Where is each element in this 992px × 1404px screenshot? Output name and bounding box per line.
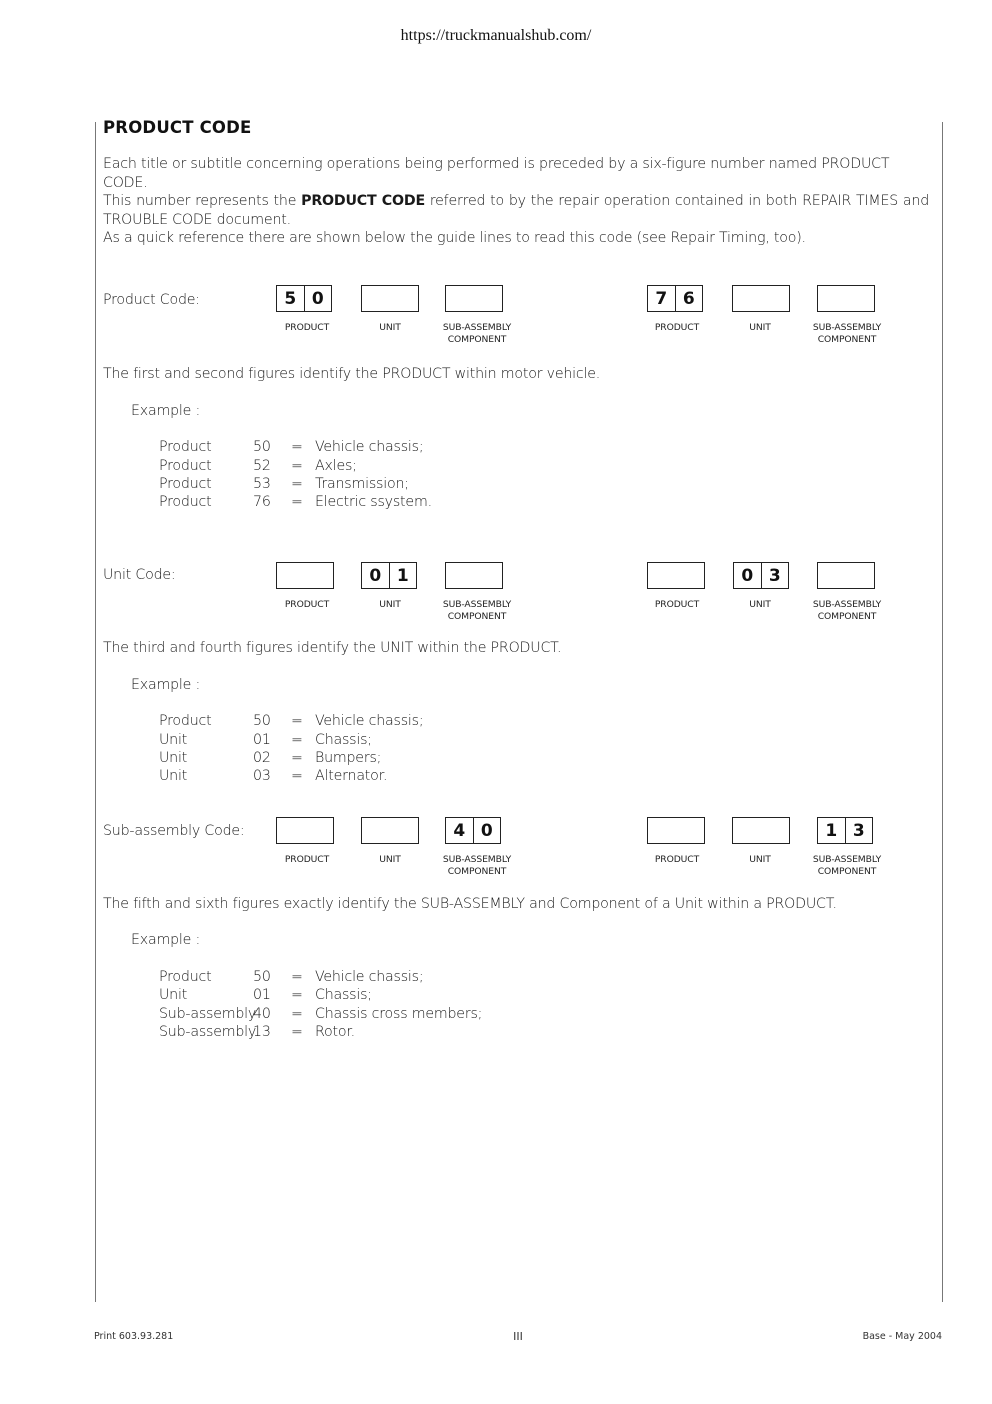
example-desc: Vehicle chassis; <box>315 713 424 729</box>
example-desc: Vehicle chassis; <box>315 969 424 985</box>
page-title: PRODUCT CODE <box>103 118 252 137</box>
example-desc: Alternator. <box>315 768 388 784</box>
section-description: The third and fourth figures identify the UNIT within the PRODUCT. <box>103 640 562 656</box>
code-box-subassembly <box>445 817 501 844</box>
example-type: Product <box>159 969 212 985</box>
example-equals: = <box>291 439 303 455</box>
footer-edition: Base - May 2004 <box>862 1331 942 1342</box>
box-label-product: PRODUCT <box>284 322 330 333</box>
example-code: 40 <box>253 1006 271 1022</box>
code-box-unit <box>361 817 419 844</box>
box-label-line: COMPONENT <box>447 610 507 622</box>
box-label-subassembly <box>802 599 892 622</box>
right-margin-rule <box>942 122 943 1302</box>
box-label-line: COMPONENT <box>817 333 877 345</box>
example-type: Product <box>159 458 212 474</box>
code-digit: 5 <box>284 288 297 309</box>
example-code: 02 <box>253 750 271 766</box>
example-desc: Chassis; <box>315 732 372 748</box>
example-label: Example : <box>131 677 201 693</box>
example-desc: Rotor. <box>315 1024 355 1040</box>
code-digit: 3 <box>845 818 873 843</box>
example-desc: Chassis cross members; <box>315 1006 483 1022</box>
box-label-subassembly <box>802 322 892 345</box>
example-type: Product <box>159 713 212 729</box>
footer-page-number: III <box>513 1330 523 1343</box>
box-label-line: COMPONENT <box>817 865 877 877</box>
example-desc: Bumpers; <box>315 750 382 766</box>
example-code: 01 <box>253 732 271 748</box>
code-box-unit <box>732 285 790 312</box>
example-equals: = <box>291 494 303 510</box>
example-type: Unit <box>159 732 188 748</box>
example-equals: = <box>291 987 303 1003</box>
code-box-unit <box>361 562 417 589</box>
page-url: https://truckmanualshub.com/ <box>400 27 592 44</box>
code-box-unit <box>732 817 790 844</box>
box-label-subassembly <box>432 854 522 877</box>
example-desc: Electric ssystem. <box>315 494 432 510</box>
example-code: 53 <box>253 476 271 492</box>
example-code: 50 <box>253 713 271 729</box>
code-box-product <box>276 562 334 589</box>
code-digit: 0 <box>304 286 332 311</box>
box-label-subassembly <box>432 322 522 345</box>
code-box-product <box>276 285 332 312</box>
example-label: Example : <box>131 932 201 948</box>
example-equals: = <box>291 750 303 766</box>
box-label-product: PRODUCT <box>654 854 700 865</box>
example-label: Example : <box>131 403 201 419</box>
example-code: 03 <box>253 768 271 784</box>
box-label-line: COMPONENT <box>447 865 507 877</box>
box-label-line: SUB-ASSEMBLY <box>812 854 882 865</box>
intro-line-2-post: referred to by the repair operation contained in both REPAIR TIMES and <box>424 193 930 209</box>
example-code: 50 <box>253 969 271 985</box>
code-digit: 1 <box>825 820 838 841</box>
box-label-line: SUB-ASSEMBLY <box>442 854 512 865</box>
code-box-unit <box>361 285 419 312</box>
intro-line-2-pre: This number represents the <box>103 193 302 209</box>
intro-paragraph <box>103 155 929 248</box>
box-label-line: COMPONENT <box>817 610 877 622</box>
example-code: 13 <box>253 1024 271 1040</box>
code-label: Unit Code: <box>103 567 176 583</box>
intro-line-2-bold: PRODUCT CODE <box>301 193 425 209</box>
example-type: Unit <box>159 768 188 784</box>
box-label-unit: UNIT <box>749 854 771 865</box>
example-type: Unit <box>159 750 188 766</box>
intro-line-3: TROUBLE CODE document. <box>103 211 291 228</box>
example-type: Sub-assembly <box>159 1024 257 1040</box>
example-equals: = <box>291 713 303 729</box>
example-equals: = <box>291 476 303 492</box>
example-type: Product <box>159 476 212 492</box>
box-label-unit: UNIT <box>749 599 771 610</box>
code-box-subassembly <box>445 285 503 312</box>
code-digit: 0 <box>473 818 501 843</box>
example-type: Unit <box>159 987 188 1003</box>
example-code: 01 <box>253 987 271 1003</box>
example-type: Product <box>159 439 212 455</box>
intro-line-4: As a quick reference there are shown below the guide lines to read this code (see Repair Timing, too). <box>103 230 806 246</box>
example-code: 76 <box>253 494 271 510</box>
code-digit: 3 <box>761 563 789 588</box>
box-label-line: SUB-ASSEMBLY <box>442 599 512 610</box>
code-label: Sub-assembly Code: <box>103 823 245 839</box>
example-type: Sub-assembly <box>159 1006 257 1022</box>
code-digit: 7 <box>655 288 668 309</box>
box-label-unit: UNIT <box>379 322 401 333</box>
example-type: Product <box>159 494 212 510</box>
code-box-unit <box>733 562 789 589</box>
example-desc: Chassis; <box>315 987 372 1003</box>
example-equals: = <box>291 1024 303 1040</box>
box-label-unit: UNIT <box>379 854 401 865</box>
example-equals: = <box>291 458 303 474</box>
intro-line-1: Each title or subtitle concerning operations being performed is preceded by a six-figure number named PRODUCT CODE. <box>103 156 890 191</box>
footer-print-number: Print 603.93.281 <box>94 1331 174 1342</box>
box-label-line: SUB-ASSEMBLY <box>812 322 882 333</box>
example-equals: = <box>291 969 303 985</box>
box-label-line: SUB-ASSEMBLY <box>442 322 512 333</box>
example-desc: Axles; <box>315 458 357 474</box>
example-desc: Transmission; <box>315 476 409 492</box>
code-digit: 0 <box>741 565 754 586</box>
example-code: 50 <box>253 439 271 455</box>
box-label-product: PRODUCT <box>284 599 330 610</box>
box-label-unit: UNIT <box>379 599 401 610</box>
example-equals: = <box>291 1006 303 1022</box>
example-desc: Vehicle chassis; <box>315 439 424 455</box>
code-box-product <box>647 817 705 844</box>
intro-line-2 <box>103 192 929 211</box>
box-label-unit: UNIT <box>749 322 771 333</box>
code-box-subassembly <box>445 562 503 589</box>
code-digit: 6 <box>675 286 703 311</box>
code-digit: 1 <box>389 563 417 588</box>
code-digit: 4 <box>453 820 466 841</box>
code-box-subassembly <box>817 562 875 589</box>
example-equals: = <box>291 768 303 784</box>
code-box-product <box>647 562 705 589</box>
example-code: 52 <box>253 458 271 474</box>
box-label-subassembly <box>802 854 892 877</box>
code-box-product <box>276 817 334 844</box>
example-equals: = <box>291 732 303 748</box>
section-description: The first and second figures identify the PRODUCT within motor vehicle. <box>103 366 601 382</box>
box-label-product: PRODUCT <box>654 322 700 333</box>
left-margin-rule <box>95 122 96 1302</box>
code-box-product <box>647 285 703 312</box>
box-label-line: SUB-ASSEMBLY <box>812 599 882 610</box>
box-label-line: COMPONENT <box>447 333 507 345</box>
code-box-subassembly <box>817 817 873 844</box>
box-label-subassembly <box>432 599 522 622</box>
code-digit: 0 <box>369 565 382 586</box>
code-label: Product Code: <box>103 292 200 308</box>
code-box-subassembly <box>817 285 875 312</box>
box-label-product: PRODUCT <box>284 854 330 865</box>
section-description: The fifth and sixth figures exactly identify the SUB-ASSEMBLY and Component of a Unit within a PRODUCT. <box>103 896 837 912</box>
box-label-product: PRODUCT <box>654 599 700 610</box>
